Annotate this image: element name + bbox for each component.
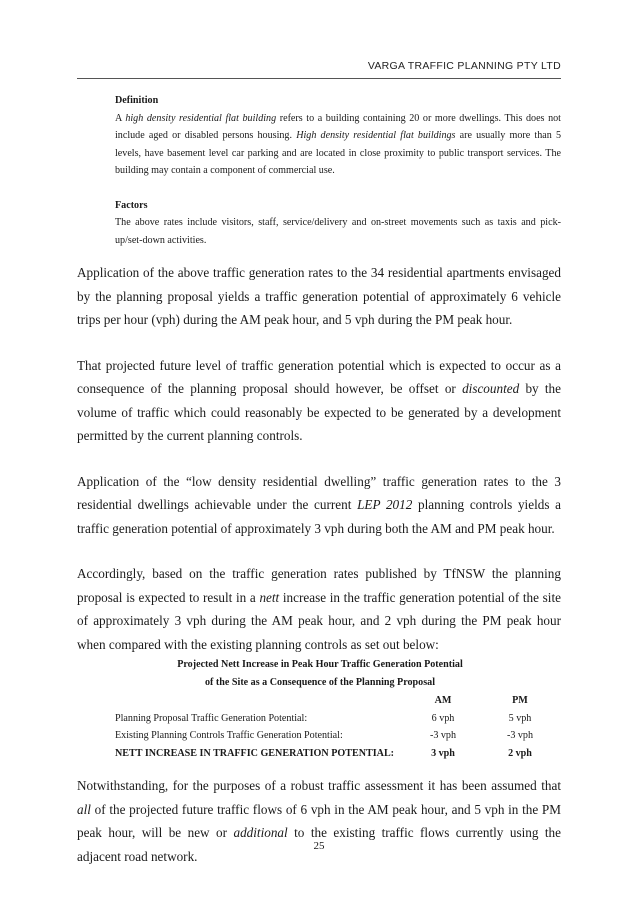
table-title-line-2: of the Site as a Consequence of the Planning Proposal xyxy=(204,677,436,688)
italic-text-run: high density residential flat building xyxy=(125,112,277,124)
text-run: Application of the above traffic generation rates to the 34 residential apartments envisaged by the planning proposal yields a traffic generation potential of approximately 6 vehicle trips per hour (vph) during the AM peak hour, and 5 vph during the PM peak hour. xyxy=(77,265,561,327)
text-run: That projected future level of traffic generation potential which is expected to occur as a consequence of the planning proposal should however, be offset or xyxy=(77,357,561,396)
row-label: NETT INCREASE IN TRAFFIC GENERATION POTENTIAL: xyxy=(115,747,395,759)
italic-text-run: discounted xyxy=(462,381,520,396)
table-row-existing-controls xyxy=(115,727,561,745)
row-label: Existing Planning Controls Traffic Generation Potential: xyxy=(115,730,343,741)
col-header-pm: PM xyxy=(512,695,528,706)
text-run: to the existing traffic flows currently using the adjacent road network. xyxy=(77,825,561,864)
text-run: Accordingly, based on the traffic generation rates published by TfNSW the planning proposal is expected to result in a xyxy=(77,566,561,605)
row-label: Planning Proposal Traffic Generation Potential: xyxy=(115,712,308,724)
page-header-company: VARGA TRAFFIC PLANNING PTY LTD xyxy=(367,60,561,72)
text-run: increase in the traffic generation potential of the site of approximately 3 vph during the AM peak hour, and 2 vph during the PM peak hour when compared with the existing planning controls as set out below: xyxy=(77,589,561,652)
paragraph-low-density xyxy=(77,470,561,541)
row-pm-value: 2 vph xyxy=(508,747,532,759)
table-row-planning-proposal xyxy=(115,710,561,728)
header-rule xyxy=(77,78,561,79)
row-pm-value: 5 vph xyxy=(508,712,532,724)
col-header-am: AM xyxy=(434,695,452,706)
text-run: are usually more than 5 levels, have basement level car parking and are located in close proximity to public transport services. The building may contain a component of commercial use. xyxy=(115,130,562,176)
page-number: 25 xyxy=(313,840,325,852)
italic-text-run: High density residential flat buildings xyxy=(296,130,456,141)
text-run: of the projected future traffic flows of 6 vph in the AM peak hour, and 5 vph in the PM peak hour, will be new or xyxy=(77,801,561,840)
definition-heading: Definition xyxy=(115,95,159,106)
closing-text xyxy=(77,774,561,868)
text-run: planning controls yields a traffic generation potential of approximately 3 vph during both the AM and PM peak hour. xyxy=(77,497,561,536)
italic-text-run: LEP 2012 xyxy=(357,497,413,512)
body-text xyxy=(77,261,561,678)
definition-text xyxy=(115,110,561,180)
traffic-generation-table xyxy=(115,656,561,762)
text-run: A xyxy=(115,112,126,124)
table-title-line-1: Projected Nett Increase in Peak Hour Traffic Generation Potential xyxy=(177,659,463,670)
definition-box xyxy=(115,92,561,249)
italic-text-run: additional xyxy=(233,825,288,840)
paragraph-notwithstanding xyxy=(77,774,561,868)
factors-text: The above rates include visitors, staff, service/delivery and on-street movements such as taxis and pick-up/set-down activities. xyxy=(115,217,561,246)
row-am-value: -3 vph xyxy=(429,730,457,741)
paragraph-application-rates xyxy=(77,261,561,332)
text-run: Application of the “low density residential dwelling” traffic generation rates to the 3 residential dwellings achievable under the current xyxy=(77,473,561,512)
table-header-row xyxy=(115,692,561,710)
text-run: refers to a building containing 20 or more dwellings. This does not include aged or disabled persons housing. xyxy=(115,112,561,141)
table-row-nett-increase xyxy=(115,745,561,763)
factors-heading: Factors xyxy=(115,199,148,211)
row-am-value: 3 vph xyxy=(431,747,455,759)
row-am-value: 6 vph xyxy=(431,712,455,724)
paragraph-accordingly xyxy=(77,562,561,656)
italic-text-run: nett xyxy=(259,589,280,605)
text-run: by the volume of traffic which could reasonably be expected to be generated by a development permitted by the current planning controls. xyxy=(77,381,561,443)
text-run: Notwithstanding, for the purposes of a robust traffic assessment it has been assumed that xyxy=(77,778,561,793)
paragraph-offset xyxy=(77,354,561,448)
spacer xyxy=(115,180,561,197)
italic-text-run: all xyxy=(77,801,91,817)
row-pm-value: -3 vph xyxy=(506,730,534,741)
